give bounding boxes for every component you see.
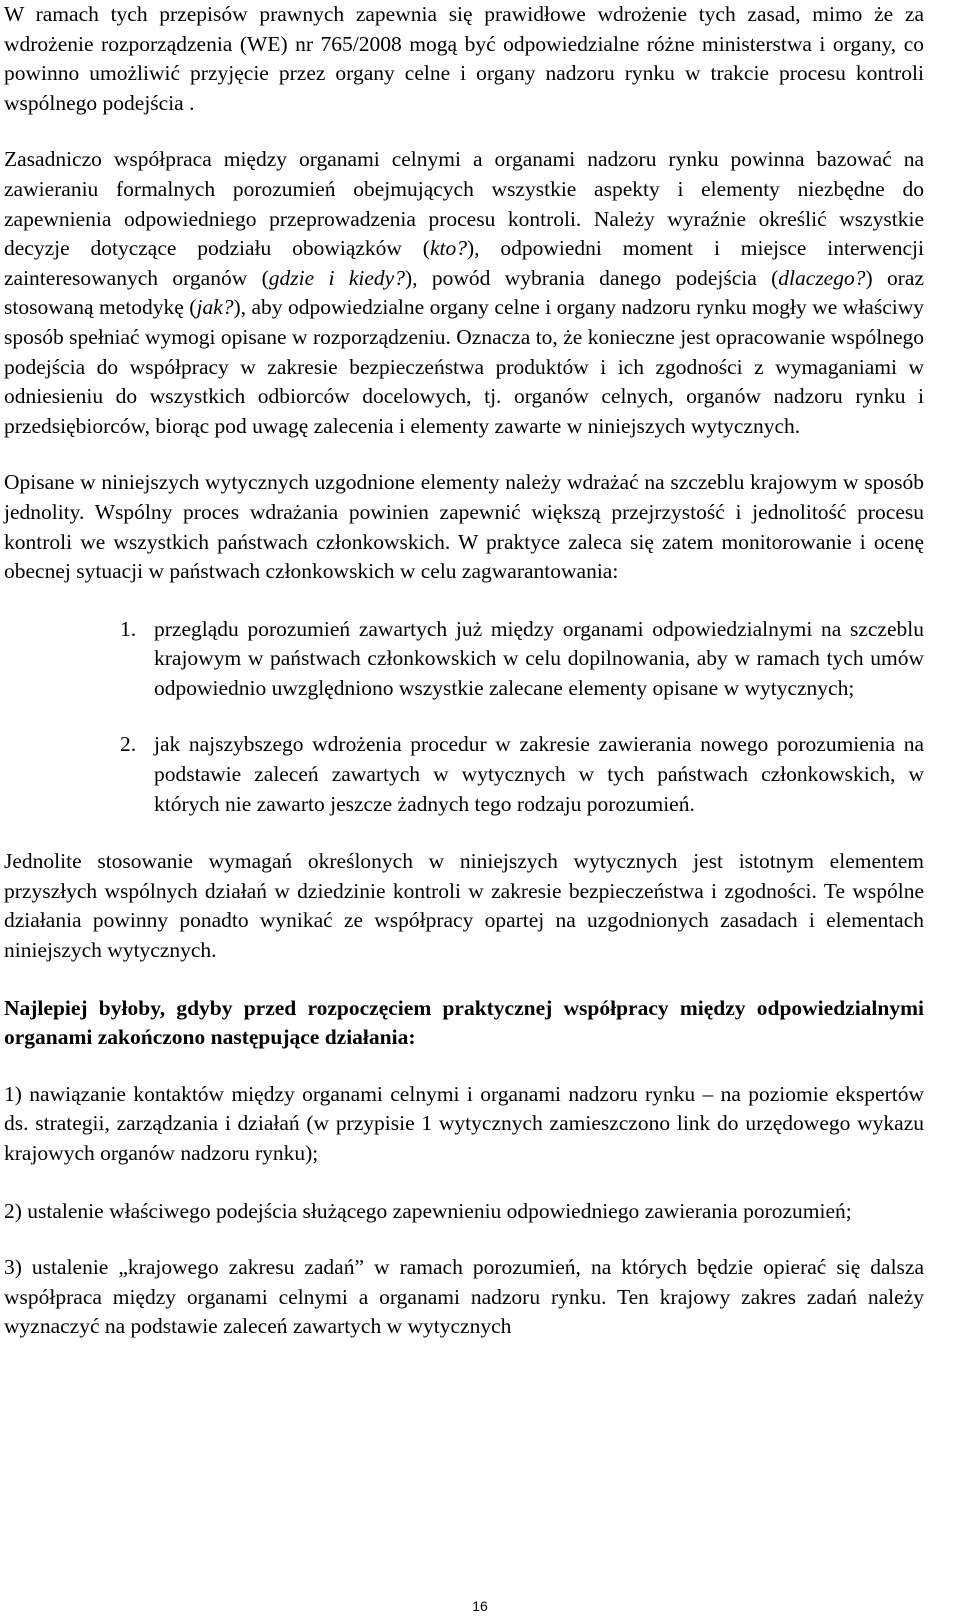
list-number: 2. — [120, 732, 137, 757]
list-item-text: przeglądu porozumień zawartych już między organami odpowiedzialnymi na szczeblu krajowym w państwach członkowskich w celu dopilnowania, aby w ramach tych umów odpowiednio uwzględniono wszystkie zalecane elementy opisane w wytycznych; — [154, 616, 924, 700]
question-who: kto? — [429, 236, 467, 261]
question-why: dlaczego? — [778, 265, 866, 290]
list-item — [4, 730, 924, 819]
text-run: ), powód wybrania danego podejścia ( — [404, 265, 779, 290]
list-number: 1. — [120, 616, 137, 641]
page-number: 16 — [472, 1598, 488, 1614]
paragraph-step-3: 3) ustalenie „krajowego zakresu zadań” w ramach porozumień, na których będzie opierać się dalsza współpraca między organami celnymi a organami nadzoru rynku. Ten krajowy zakres zadań należy wyznaczyć na podstawie zaleceń zawartych w wytycznych — [4, 1255, 924, 1339]
paragraph-bold-heading: Najlepiej byłoby, gdyby przed rozpoczęciem praktycznej współpracy między odpowiedzialnymi organami zakończono następujące działania: — [4, 995, 924, 1050]
paragraph-cooperation — [4, 145, 924, 441]
paragraph-step-1: 1) nawiązanie kontaktów między organami celnymi i organami nadzoru rynku – na poziomie ekspertów ds. strategii, zarządzania i działań (w przypisie 1 wytycznych zamieszczono link do urzędowego wykazu krajowych organów nadzoru rynku); — [4, 1081, 924, 1165]
paragraph-implementation: Opisane w niniejszych wytycznych uzgodnione elementy należy wdrażać na szczeblu krajowym w sposób jednolity. Wspólny proces wdrażania powinien zapewnić większą przejrzystość i jednolitość procesu kontroli we wszystkich państwach członkowskich. W praktyce zaleca się zatem monitorowanie i ocenę obecnej sytuacji w państwach członkowskich w celu zagwarantowania: — [4, 470, 924, 584]
paragraph-uniform-application: Jednolite stosowanie wymagań określonych w niniejszych wytycznych jest istotnym elementem przyszłych wspólnych działań w dziedzinie kontroli w zakresie bezpieczeństwa i zgodności. Te wspólne działania powinny ponadto wynikać ze współpracy opartej na uzgodnionych zasadach i elementach niniejszych wytycznych. — [4, 849, 924, 963]
text-run: Zasadniczo współpraca między organami celnymi a organami nadzoru rynku powinna bazować na zawieraniu formalnych porozumień obejmujących wszystkie aspekty i elementy niezbędne do zapewnienia odpowiedniego przeprowadzenia procesu kontroli. Należy wyraźnie określić wszystkie decyzje dotyczące podziału obowiązków ( — [4, 147, 924, 261]
list-item-text: jak najszybszego wdrożenia procedur w zakresie zawierania nowego porozumienia na podstawie zaleceń zawartych w wytycznych w tych państwach członkowskich, w których nie zawarto jeszcze żadnych tego rodzaju porozumień. — [154, 732, 924, 816]
numbered-list — [4, 615, 924, 820]
paragraph-step-2: 2) ustalenie właściwego podejścia służącego zapewnieniu odpowiedniego zawierania porozumień; — [4, 1198, 852, 1223]
question-how: jak? — [196, 295, 234, 320]
paragraph-intro: W ramach tych przepisów prawnych zapewnia się prawidłowe wdrożenie tych zasad, mimo że za wdrożenie rozporządzenia (WE) nr 765/2008 mogą być odpowiedzialne różne ministerstwa i organy, co powinno umożliwić przyjęcie przez organy celne i organy nadzoru rynku w trakcie procesu kontroli wspólnego podejścia . — [4, 2, 924, 115]
list-item — [4, 615, 924, 704]
text-run: ), odpowiedni moment i miejsce interwencji zainteresowanych organów ( — [4, 236, 924, 290]
question-where-when: gdzie i kiedy? — [268, 265, 405, 290]
text-run: ), aby odpowiedzialne organy celne i organy nadzoru rynku mogły we właściwy sposób spełniać wymogi opisane w rozporządzeniu. Oznacza to, że konieczne jest opracowanie wspólnego podejścia do współpracy w zakresie bezpieczeństwa produktów i ich zgodności z wymaganiami w odniesieniu do wszystkich odbiorców docelowych, tj. organów celnych, organów nadzoru rynku i przedsiębiorców, biorąc pod uwagę zalecenia i elementy zawarte w niniejszych wytycznych. — [4, 295, 924, 438]
text-run: ) oraz stosowaną metodykę ( — [4, 265, 925, 320]
